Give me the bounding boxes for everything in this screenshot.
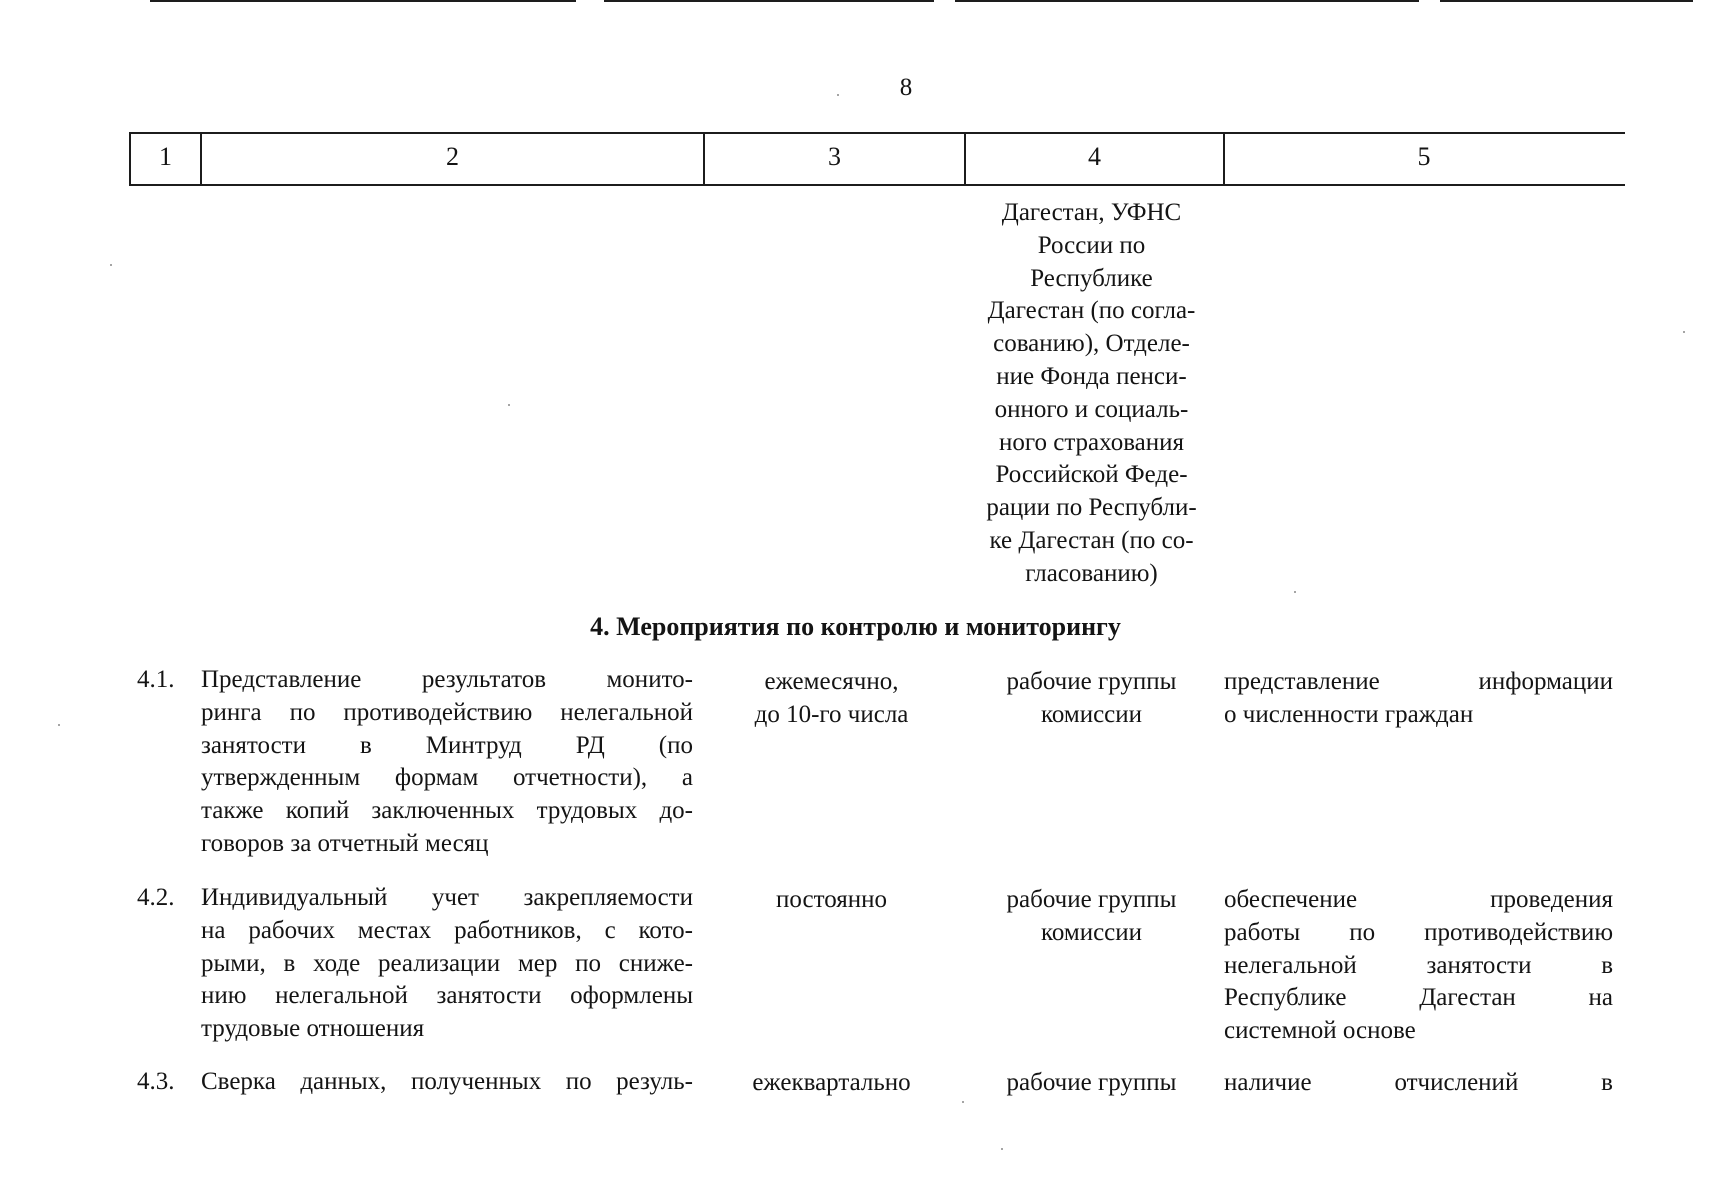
header-col-2: 2 — [446, 142, 459, 171]
cell-line: Сверка данных, полученных по резуль- — [201, 1068, 693, 1095]
cell-line: занятости в Минтруд РД (по — [201, 731, 693, 759]
row-executors — [965, 884, 1218, 950]
scan-speck — [58, 724, 60, 726]
row-description — [201, 664, 693, 861]
cell-line: России по — [1037, 231, 1146, 259]
scan-top-edge — [0, 0, 1711, 3]
cell-line: работы по противодействию — [1224, 918, 1613, 946]
row-executors — [965, 1067, 1218, 1100]
cell-line: Республике Дагестан на — [1224, 984, 1613, 1012]
scan-speck — [837, 94, 839, 96]
cell-line: системной основе — [1224, 1017, 1416, 1045]
cell-line: рации по Республи- — [986, 494, 1197, 522]
header-top-rule — [129, 132, 1625, 134]
header-col-1: 1 — [159, 142, 172, 171]
row-number: 4.1. — [137, 666, 175, 693]
cell-line: нию нелегальной занятости оформлены — [201, 982, 693, 1010]
cell-line: рабочие группы — [1006, 886, 1177, 913]
cell-line: до 10-го числа — [754, 700, 909, 728]
cell-line: Российской Феде- — [995, 461, 1188, 489]
cell-line: рабочие группы — [1006, 1069, 1177, 1096]
cell-line: представление информации — [1224, 668, 1613, 695]
cell-line: гласованию) — [1025, 559, 1158, 587]
cell-line: ежемесячно, — [764, 668, 899, 695]
scan-speck — [962, 1101, 964, 1103]
section-title: 4. Мероприятия по контролю и мониторингу — [590, 612, 1121, 641]
cell-line: Дагестан (по согла- — [987, 297, 1196, 325]
row-result — [1224, 666, 1613, 732]
header-col-4: 4 — [1088, 142, 1101, 171]
row-term — [704, 1067, 959, 1100]
page-number: 8 — [899, 74, 913, 101]
cell-line: Индивидуальный учет закрепляемости — [201, 884, 693, 911]
cell-line: онного и социаль- — [994, 395, 1189, 423]
scan-speck — [508, 404, 510, 406]
row-result — [1224, 884, 1613, 1048]
scan-speck — [110, 264, 112, 266]
cell-line: комиссии — [1040, 918, 1143, 946]
cell-line: утвержденным формам отчетности), а — [201, 764, 693, 792]
header-col-3: 3 — [828, 142, 841, 171]
scan-speck — [1001, 1148, 1003, 1150]
header-col-5: 5 — [1417, 142, 1431, 171]
row-term — [704, 884, 959, 917]
continuation-executors-cell — [965, 197, 1218, 591]
row-term — [704, 666, 959, 732]
scan-speck — [1683, 331, 1685, 333]
cell-line: постоянно — [776, 886, 887, 913]
cell-line: нелегальной занятости в — [1224, 951, 1613, 979]
row-description — [201, 1066, 693, 1099]
cell-line: ного страхования — [998, 428, 1185, 456]
row-executors — [965, 666, 1218, 732]
header-bottom-rule — [129, 184, 1625, 186]
cell-line: говоров за отчетный месяц — [201, 829, 489, 857]
cell-line: Представление результатов монито- — [201, 666, 693, 693]
cell-line: о численности граждан — [1224, 700, 1474, 728]
cell-line: также копий заключенных трудовых до- — [201, 797, 693, 825]
cell-line: на рабочих местах работников, с кото- — [201, 916, 693, 944]
cell-line: ежеквартально — [752, 1069, 911, 1096]
row-description — [201, 882, 693, 1046]
cell-line: рыми, в ходе реализации мер по сниже- — [201, 949, 693, 977]
cell-line: трудовые отношения — [201, 1015, 425, 1043]
cell-line: Дагестан, УФНС — [1001, 199, 1182, 226]
row-result — [1224, 1067, 1613, 1100]
cell-line: комиссии — [1040, 700, 1143, 728]
cell-line: наличие отчислений в — [1224, 1069, 1613, 1096]
cell-line: ринга по противодействию нелегальной — [201, 698, 693, 726]
cell-line: Республике — [1030, 264, 1153, 292]
scan-speck — [1294, 591, 1296, 593]
row-number: 4.2. — [137, 884, 175, 911]
cell-line: ние Фонда пенси- — [996, 362, 1187, 390]
cell-line: сованию), Отделе- — [993, 330, 1190, 358]
cell-line: рабочие группы — [1006, 668, 1177, 695]
cell-line: обеспечение проведения — [1224, 886, 1613, 913]
cell-line: ке Дагестан (по со- — [989, 526, 1194, 554]
row-number: 4.3. — [137, 1068, 175, 1095]
